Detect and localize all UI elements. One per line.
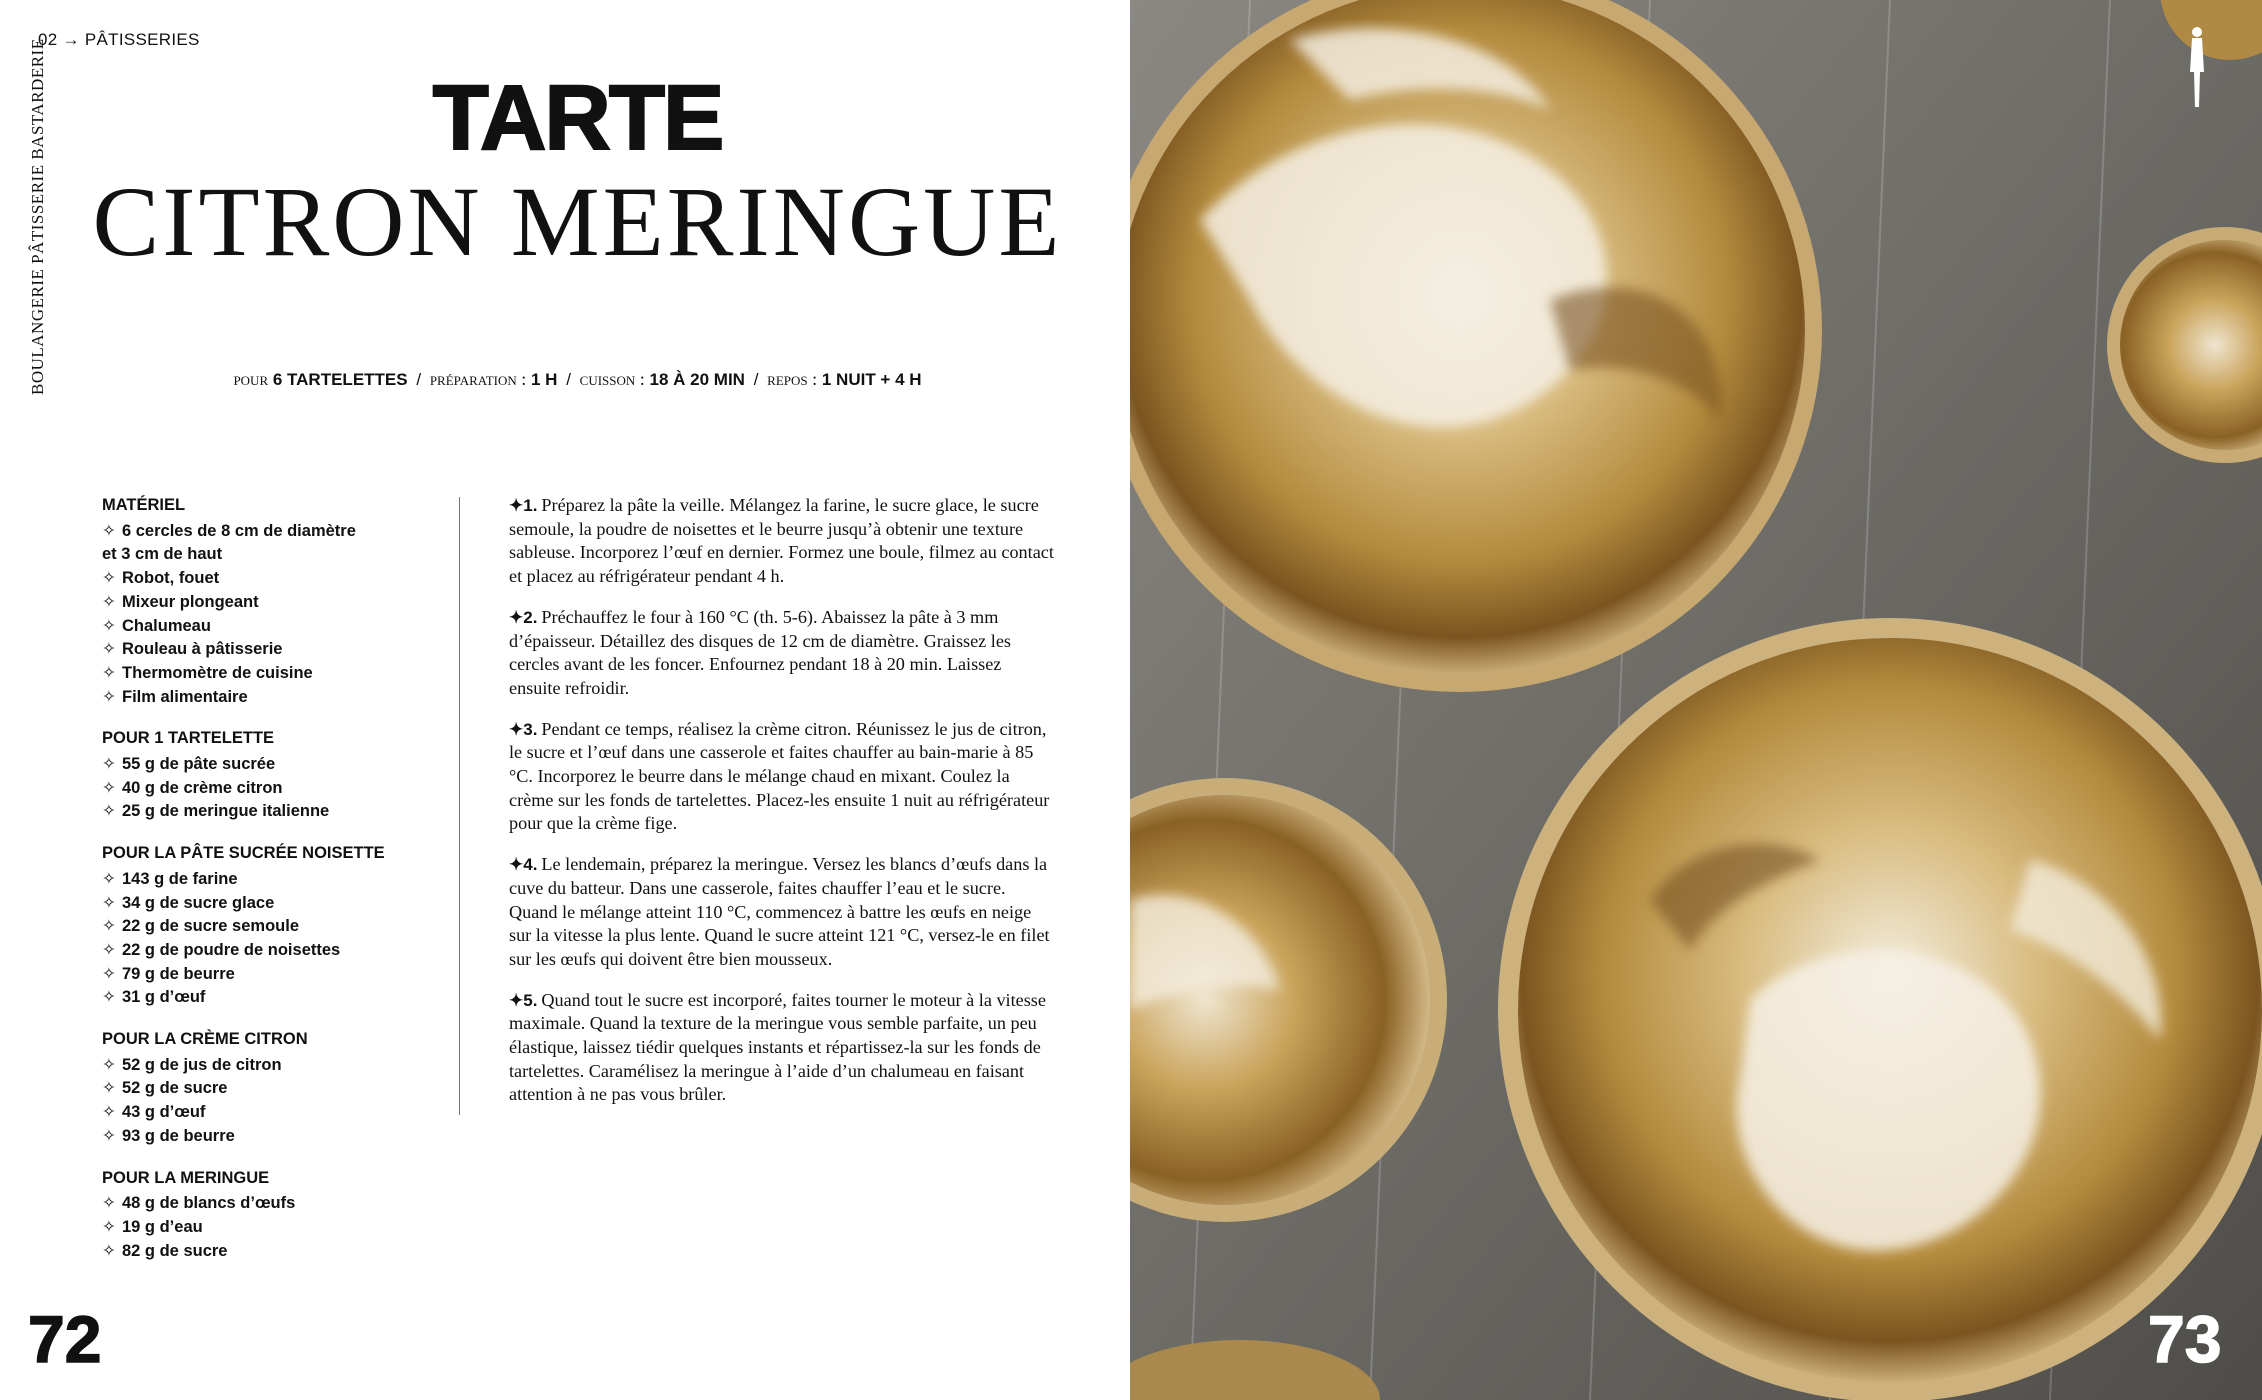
ingredient-text: 143 g de farine <box>122 869 238 888</box>
step-number: ✦5. <box>509 990 538 1010</box>
ingredient-item <box>102 777 442 801</box>
left-page <box>0 0 1130 1400</box>
step-number: ✦2. <box>509 607 538 627</box>
bullet-icon: ✧ <box>102 802 116 821</box>
ingredient-item <box>102 753 442 777</box>
step-text: Préchauffez le four à 160 °C (th. 5-6). Abaissez la pâte à 3 mm d’épaisseur. Détaillez des disques de 12 cm de diamètre. Graissez les cercles avant de les foncer. Enfournez pendant 18 à 20 min. Laissez ensuite refroidir. <box>509 606 1012 698</box>
ingredient-text: 79 g de beurre <box>122 964 235 983</box>
bullet-icon: ✧ <box>102 988 116 1007</box>
page-number-left: 72 <box>28 1302 102 1376</box>
ingredient-item <box>102 520 442 544</box>
ingredient-text: Mixeur plongeant <box>122 592 259 611</box>
ingredient-text: Film alimentaire <box>122 687 248 706</box>
step-number: ✦1. <box>509 496 538 515</box>
bullet-icon: ✧ <box>102 1217 116 1236</box>
ingredient-group-heading: POUR LA PÂTE SUCRÉE NOISETTE <box>102 844 385 863</box>
ingredient-text: Chalumeau <box>122 616 211 635</box>
recipe-step <box>509 989 1054 1108</box>
ingredient-item <box>102 591 442 615</box>
ingredient-item <box>102 615 442 639</box>
ingredient-item <box>102 662 442 686</box>
bullet-icon: ✧ <box>102 1055 116 1074</box>
bullet-icon: ✧ <box>102 1103 116 1122</box>
ingredient-text: 22 g de sucre semoule <box>122 917 299 936</box>
bullet-icon: ✧ <box>102 1241 116 1260</box>
bullet-icon: ✧ <box>102 687 116 706</box>
ingredient-item <box>102 915 442 939</box>
ingredient-item <box>102 1216 442 1240</box>
ingredient-text: 48 g de blancs d’œufs <box>122 1194 296 1213</box>
ingredient-text: 34 g de sucre glace <box>122 893 275 912</box>
bullet-icon: ✧ <box>102 616 116 635</box>
step-text: Quand tout le sucre est incorporé, faites tourner le moteur à la vitesse maximale. Quand la texture de la meringue vous semble parfaite, un peu élastique, laissez tiédir quelques instants et répartissez-la sur les fonds de tartelettes. Caramélisez la meringue à l’aide d’un chalumeau en faisant attention à ne pas vous brûler. <box>509 989 1046 1105</box>
ingredient-item <box>102 567 442 591</box>
bullet-icon: ✧ <box>102 917 116 936</box>
recipe-title-line1: TARTE <box>432 67 723 169</box>
ingredient-text: 19 g d’eau <box>122 1217 203 1236</box>
ingredient-text: 93 g de beurre <box>122 1126 235 1145</box>
ingredient-text: 6 cercles de 8 cm de diamètre <box>122 521 356 540</box>
ingredient-item <box>102 939 442 963</box>
ingredient-item <box>102 1192 442 1216</box>
bullet-icon: ✧ <box>102 1079 116 1098</box>
ingredient-group <box>102 1028 442 1149</box>
recipe-title-line2: CITRON MERINGUE <box>92 166 1063 277</box>
ingredient-group <box>102 1167 442 1264</box>
meta-cuisson-value: 18 À 20 MIN <box>649 370 745 389</box>
ingredient-item <box>102 543 442 567</box>
recipe-step <box>509 606 1054 701</box>
step-text: Préparez la pâte la veille. Mélangez la farine, le sucre glace, le sucre semoule, la poudre de noisettes et le beurre jusqu’à obtenir une texture sableuse. Incorporez l’œuf en dernier. Formez une boule, filmez au contact et placez au réfrigérateur pendant 4 h. <box>509 495 1054 587</box>
bullet-icon: ✧ <box>102 755 116 774</box>
column-divider <box>459 497 460 1115</box>
ingredient-text: 52 g de sucre <box>122 1079 228 1098</box>
bullet-icon: ✧ <box>102 663 116 682</box>
ingredient-text: 43 g d’œuf <box>122 1103 206 1122</box>
ingredient-group-heading: POUR LA MERINGUE <box>102 1168 270 1187</box>
ingredient-text: 55 g de pâte sucrée <box>122 755 276 774</box>
recipe-steps <box>509 494 1054 1124</box>
bullet-icon: ✧ <box>102 964 116 983</box>
step-text: Le lendemain, préparez la meringue. Versez les blancs d’œufs dans la cuve du batteur. Dans une casserole, faites chauffer l’eau et le sucre. Quand le mélange atteint 110 °C, commencez à battre les œufs en neige sur la vitesse la plus lente. Quand le sucre atteint 121 °C, versez-le en filet sur les œufs qui doivent être bien mousseux. <box>509 854 1050 969</box>
ingredient-item <box>102 1101 442 1125</box>
meta-prep-label: préparation : <box>429 369 527 389</box>
ingredient-text: Thermomètre de cuisine <box>122 663 313 682</box>
ingredient-item <box>102 1240 442 1264</box>
meta-prep-value: 1 H <box>530 370 558 389</box>
brand-logo-figure <box>2186 22 2208 112</box>
bullet-icon: ✧ <box>102 940 116 959</box>
ingredient-item <box>102 963 442 987</box>
ingredient-text: 40 g de crème citron <box>122 778 283 797</box>
ingredient-text: Rouleau à pâtisserie <box>122 640 283 659</box>
ingredient-text: 25 g de meringue italienne <box>122 802 330 821</box>
ingredient-item <box>102 892 442 916</box>
ingredient-item <box>102 638 442 662</box>
bullet-icon: ✧ <box>102 778 116 797</box>
spine-title: BOULANGERIE PÂTISSERIE BASTARDERIE <box>28 38 47 395</box>
bullet-icon: ✧ <box>102 1194 116 1213</box>
bullet-icon: ✧ <box>102 869 116 888</box>
recipe-step <box>509 718 1054 837</box>
ingredient-group <box>102 727 442 824</box>
ingredient-group-heading: MATÉRIEL <box>102 496 186 514</box>
right-page-photo <box>1130 0 2262 1400</box>
ingredient-item <box>102 986 442 1010</box>
ingredient-item <box>102 686 442 710</box>
bullet-icon: ✧ <box>102 569 116 588</box>
ingredient-group-heading: POUR LA CRÈME CITRON <box>102 1030 308 1049</box>
step-number: ✦3. <box>509 719 538 739</box>
ingredient-group <box>102 842 442 1010</box>
ingredient-text: 52 g de jus de citron <box>122 1055 282 1074</box>
meta-cuisson-label: cuisson : <box>579 369 645 389</box>
ingredient-item <box>102 1077 442 1101</box>
bullet-icon: ✧ <box>102 592 116 611</box>
page-number-right: 73 <box>2148 1302 2222 1376</box>
bullet-icon: ✧ <box>102 1126 116 1145</box>
ingredient-group <box>102 494 442 709</box>
meta-pour-label: pour <box>233 369 269 389</box>
bullet-icon: ✧ <box>102 640 116 659</box>
meta-repos-label: repos : <box>767 369 818 389</box>
bullet-icon: ✧ <box>102 521 116 540</box>
section-label: 02 → PÂTISSERIES <box>38 30 200 49</box>
recipe-step <box>509 853 1054 972</box>
ingredients-list <box>102 494 442 1281</box>
ingredient-text: Robot, fouet <box>122 569 220 588</box>
ingredient-item <box>102 1125 442 1149</box>
step-text: Pendant ce temps, réalisez la crème citron. Réunissez le jus de citron, le sucre et l’œuf dans une casserole et faites chauffer au bain-marie à 85 °C. Incorporez le beurre dans le mélange chaud en mixant. Coulez la crème sur les fonds de tartelettes. Placez-les ensuite 1 nuit au réfrigérateur pour que la crème fige. <box>509 718 1050 834</box>
ingredient-text: 22 g de poudre de noisettes <box>122 940 341 959</box>
recipe-step <box>509 494 1054 589</box>
ingredient-item <box>102 868 442 892</box>
meta-repos-value: 1 NUIT + 4 H <box>821 370 922 389</box>
ingredient-text: 82 g de sucre <box>122 1241 228 1260</box>
ingredient-text: 31 g d’œuf <box>122 988 206 1007</box>
recipe-meta: pour 6 TARTELETTES / préparation : 1 H / cuisson : 18 À 20 MIN / repos : 1 NUIT + 4 H <box>233 369 922 389</box>
bullet-icon: ✧ <box>102 893 116 912</box>
meringue-tarts-photo <box>1130 0 2262 1400</box>
ingredient-text: et 3 cm de haut <box>102 545 223 564</box>
ingredient-item <box>102 800 442 824</box>
ingredient-item <box>102 1054 442 1078</box>
meta-pour-value: 6 TARTELETTES <box>272 370 408 389</box>
ingredient-group-heading: POUR 1 TARTELETTE <box>102 729 275 748</box>
step-number: ✦4. <box>509 855 538 875</box>
